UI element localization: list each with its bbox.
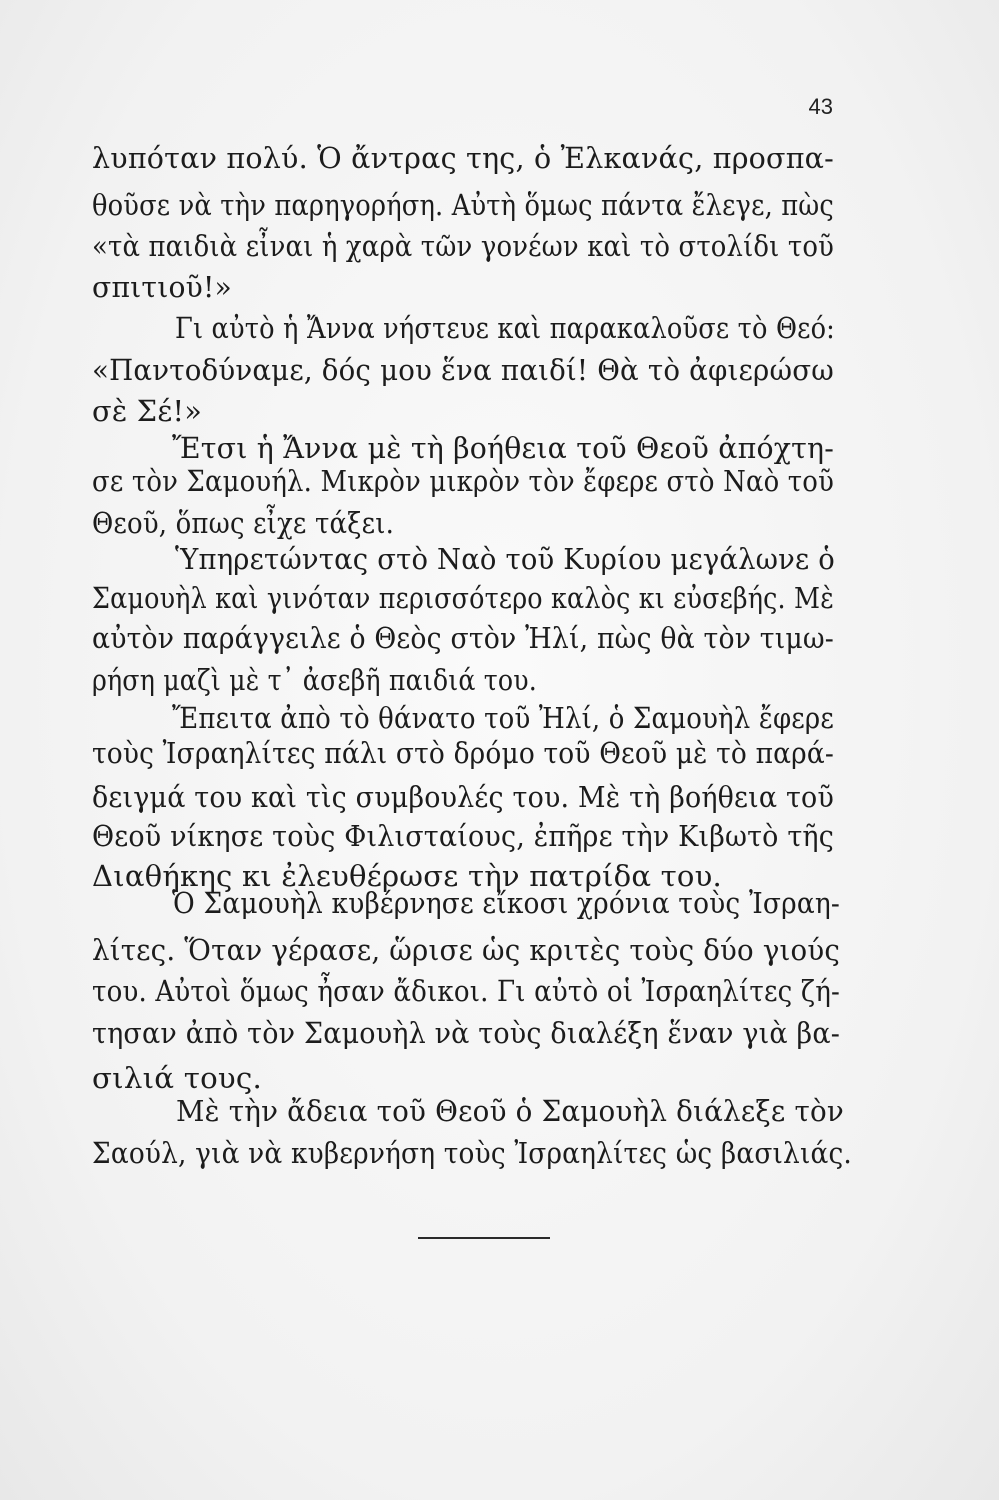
text-line: Σαμουὴλ καὶ γινόταν περισσότερο καλὸς κι εὐσεβής. Μὲ xyxy=(92,581,834,615)
page-number: 43 xyxy=(808,94,833,119)
text-line: λίτες. Ὅταν γέρασε, ὥρισε ὡς κριτὲς τοὺς δύο γιούς xyxy=(92,933,840,967)
text-line: Ὑπηρετώντας στὸ Ναὸ τοῦ Κυρίου μεγάλωνε ὁ xyxy=(175,542,835,576)
text-line: Ἔτσι ἡ Ἄννα μὲ τὴ βοήθεια τοῦ Θεοῦ ἀπόχτη- xyxy=(172,431,834,465)
text-line: σιλιά τους. xyxy=(92,1061,262,1095)
text-line: δειγμά του καὶ τὶς συμβουλές του. Μὲ τὴ βοήθεια τοῦ xyxy=(92,780,834,814)
text-line: Ἔπειτα ἀπὸ τὸ θάνατο τοῦ Ἠλί, ὁ Σαμουὴλ ἔφερε xyxy=(172,701,834,735)
text-line: «Παντοδύναμε, δός μου ἕνα παιδί! Θὰ τὸ ἀφιερώσω xyxy=(92,353,834,387)
text-line: Ὁ Σαμουὴλ κυβέρνησε εἴκοσι χρόνια τοὺς Ἰσραη- xyxy=(172,886,840,920)
text-line: «τὰ παιδιὰ εἶναι ἡ χαρὰ τῶν γονέων καὶ τὸ στολίδι τοῦ xyxy=(92,229,834,263)
text-line: Θεοῦ νίκησε τοὺς Φιλισταίους, ἐπῆρε τὴν Κιβωτὸ τῆς xyxy=(92,819,834,853)
text-line: Διαθήκης κι ἐλευθέρωσε τὴν πατρίδα του. xyxy=(92,859,722,893)
text-line: Γι αὐτὸ ἡ Ἄννα νήστευε καὶ παρακαλοῦσε τὸ Θεό: xyxy=(175,311,835,345)
text-line: Σαούλ, γιὰ νὰ κυβερνήση τοὺς Ἰσραηλίτες ὡς βασιλιάς. xyxy=(92,1136,852,1170)
text-line: Θεοῦ, ὅπως εἶχε τάξει. xyxy=(92,506,394,540)
text-line: θοῦσε νὰ τὴν παρηγορήση. Αὐτὴ ὅμως πάντα ἔλεγε, πὼς xyxy=(92,188,834,222)
text-line: του. Αὐτοὶ ὅμως ἦσαν ἄδικοι. Γι αὐτὸ οἱ Ἰσραηλίτες ζή- xyxy=(92,974,840,1008)
text-line: ρήση μαζὶ μὲ τ᾿ ἀσεβῆ παιδιά του. xyxy=(92,663,537,697)
text-line: σὲ Σέ!» xyxy=(92,394,202,428)
text-line: λυπόταν πολύ. Ὁ ἄντρας της, ὁ Ἐλκανάς, προσπα- xyxy=(92,141,834,175)
text-line: Μὲ τὴν ἄδεια τοῦ Θεοῦ ὁ Σαμουὴλ διάλεξε τὸν xyxy=(176,1094,844,1128)
text-line: σε τὸν Σαμουήλ. Μικρὸν μικρὸν τὸν ἔφερε στὸ Ναὸ τοῦ xyxy=(92,464,834,498)
text-line: τοὺς Ἰσραηλίτες πάλι στὸ δρόμο τοῦ Θεοῦ μὲ τὸ παρά- xyxy=(92,736,834,770)
text-line: αὐτὸν παράγγειλε ὁ Θεὸς στὸν Ἠλί, πὼς θὰ τὸν τιμω- xyxy=(92,621,834,655)
text-line: σπιτιοῦ!» xyxy=(92,270,232,304)
section-separator-rule xyxy=(418,1237,550,1239)
text-line: τησαν ἀπὸ τὸν Σαμουὴλ νὰ τοὺς διαλέξη ἕναν γιὰ βα- xyxy=(92,1016,840,1050)
